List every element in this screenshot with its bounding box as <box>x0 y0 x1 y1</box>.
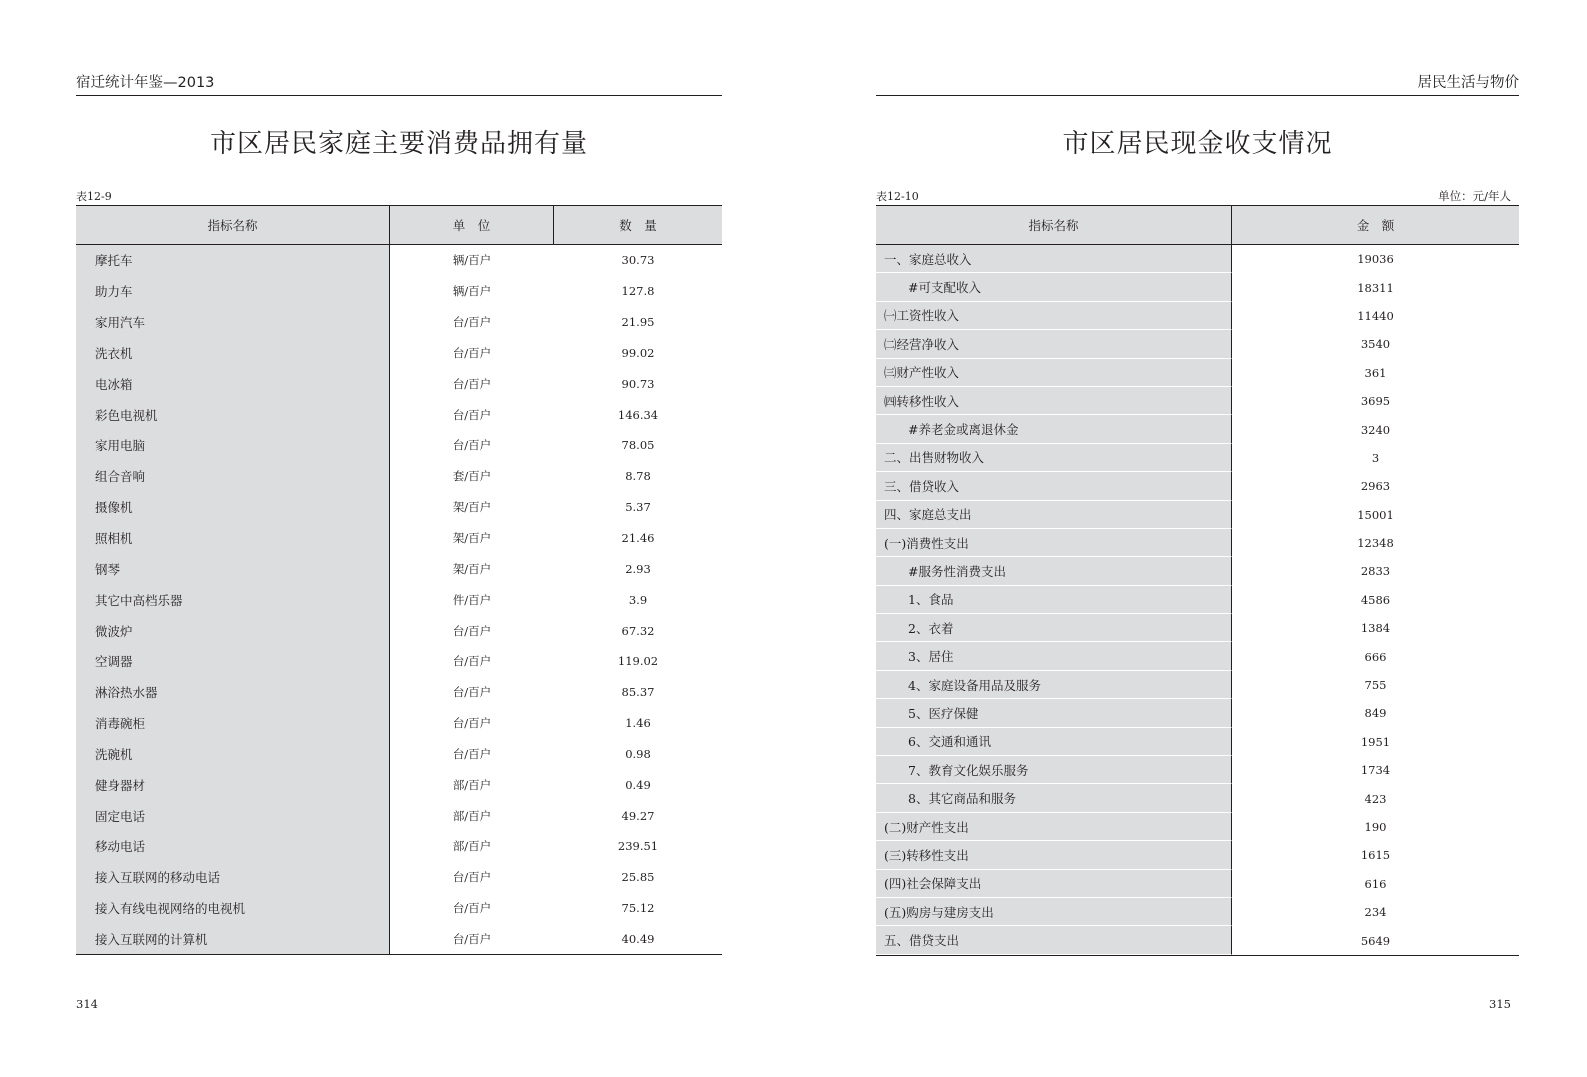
table-row <box>76 492 722 523</box>
item-value: 67.32 <box>621 623 655 638</box>
item-name: 2、衣着 <box>876 614 1232 642</box>
table-row <box>876 359 1519 387</box>
item-name: 照相机 <box>76 523 390 554</box>
item-name: (五)购房与建房支出 <box>876 898 1232 926</box>
table-row <box>876 472 1519 500</box>
item-unit: 辆/百户 <box>452 284 492 299</box>
item-value: 19036 <box>1357 252 1394 267</box>
item-value: 3540 <box>1360 337 1391 352</box>
item-value: 90.73 <box>621 376 655 391</box>
item-name: 摩托车 <box>76 245 390 276</box>
item-name: 接入互联网的计算机 <box>76 924 390 955</box>
item-value: 5649 <box>1360 933 1391 948</box>
item-name: ㈠工资性收入 <box>876 302 1232 330</box>
item-value: 755 <box>1364 678 1387 693</box>
item-value: 1734 <box>1360 763 1391 778</box>
item-value: 3.9 <box>628 592 648 607</box>
item-value: 3695 <box>1360 394 1391 409</box>
item-value: 15001 <box>1357 507 1394 522</box>
table-header <box>876 206 1519 245</box>
table-row <box>876 557 1519 585</box>
item-value: 190 <box>1364 820 1387 834</box>
page-number: 314 <box>76 997 98 1011</box>
table-row <box>876 784 1519 812</box>
item-name: 接入有线电视网络的电视机 <box>76 893 390 924</box>
item-value: 234 <box>1364 905 1387 920</box>
item-value: 85.37 <box>621 685 655 700</box>
item-value: 146.34 <box>617 407 659 422</box>
header-name: 指标名称 <box>876 206 1232 244</box>
item-name: 淋浴热水器 <box>76 677 390 708</box>
item-value: 1384 <box>1360 621 1391 636</box>
page-number: 315 <box>1489 997 1511 1011</box>
item-unit: 架/百户 <box>452 500 492 515</box>
item-value: 8.78 <box>625 469 651 484</box>
table-row <box>876 330 1519 358</box>
consumer-goods-table <box>76 205 722 955</box>
table-row <box>76 800 722 831</box>
item-unit: 架/百户 <box>452 561 492 576</box>
item-name: #可支配收入 <box>876 273 1232 301</box>
item-value: 127.8 <box>621 284 655 299</box>
table-row <box>76 646 722 677</box>
table-row <box>876 813 1519 841</box>
cash-income-expense-table <box>876 205 1519 956</box>
table-row <box>876 728 1519 756</box>
item-value: 239.51 <box>617 839 659 854</box>
item-name: 接入互联网的移动电话 <box>76 862 390 893</box>
table-row <box>76 523 722 554</box>
item-name: 健身器材 <box>76 769 390 800</box>
table-row <box>876 756 1519 784</box>
table-row <box>876 841 1519 869</box>
item-name: ㈢财产性收入 <box>876 359 1232 387</box>
table-row <box>76 553 722 584</box>
table-body <box>76 245 722 955</box>
item-name: 7、教育文化娱乐服务 <box>876 756 1232 784</box>
table-row <box>876 642 1519 670</box>
item-name: 洗衣机 <box>76 338 390 369</box>
table-row <box>76 862 722 893</box>
item-name: (二)财产性支出 <box>876 813 1232 841</box>
item-unit: 台/百户 <box>452 315 492 330</box>
table-row <box>76 677 722 708</box>
item-name: (一)消费性支出 <box>876 529 1232 557</box>
item-value: 423 <box>1364 791 1387 806</box>
item-unit: 台/百户 <box>452 376 492 391</box>
item-name: 洗碗机 <box>76 739 390 770</box>
table-number: 表12-10 <box>876 190 919 203</box>
unit-note: 单位：元/年人 <box>1438 189 1511 203</box>
item-unit: 台/百户 <box>452 746 492 761</box>
item-name: 4、家庭设备用品及服务 <box>876 671 1232 699</box>
item-name: 固定电话 <box>76 800 390 831</box>
table-row <box>876 614 1519 642</box>
item-name: (四)社会保障支出 <box>876 870 1232 898</box>
item-name: 电冰箱 <box>76 368 390 399</box>
item-value: 18311 <box>1357 280 1394 295</box>
table-row <box>876 529 1519 557</box>
table-row <box>876 898 1519 926</box>
item-name: 8、其它商品和服务 <box>876 784 1232 812</box>
item-name: 1、食品 <box>876 586 1232 614</box>
table-row <box>876 444 1519 472</box>
item-unit: 台/百户 <box>452 931 492 946</box>
table-header <box>76 206 722 245</box>
item-name: 三、借贷收入 <box>876 472 1232 500</box>
item-unit: 台/百户 <box>452 685 492 700</box>
item-name: #服务性消费支出 <box>876 557 1232 585</box>
table-row <box>876 415 1519 443</box>
item-unit: 台/百户 <box>452 623 492 638</box>
item-value: 0.98 <box>625 746 651 761</box>
item-name: 空调器 <box>76 646 390 677</box>
table-row <box>876 245 1519 273</box>
table-row <box>76 276 722 307</box>
table-row <box>76 307 722 338</box>
running-head-text: 居民生活与物价 <box>1417 75 1519 91</box>
item-name: (三)转移性支出 <box>876 841 1232 869</box>
item-unit: 台/百户 <box>452 438 492 453</box>
item-unit: 架/百户 <box>452 531 492 546</box>
item-value: 666 <box>1364 649 1387 664</box>
table-row <box>76 893 722 924</box>
item-value: 3 <box>1371 450 1380 465</box>
table-row <box>76 368 722 399</box>
table-row <box>876 926 1519 954</box>
item-name: 摄像机 <box>76 492 390 523</box>
item-value: 21.95 <box>621 315 655 330</box>
table-row <box>76 615 722 646</box>
header-value: 数 量 <box>619 218 657 233</box>
table-row <box>876 699 1519 727</box>
table-row <box>876 671 1519 699</box>
table-title: 市区居民家庭主要消费品拥有量 <box>209 129 588 159</box>
table-row <box>76 584 722 615</box>
table-row <box>76 924 722 955</box>
item-name: 移动电话 <box>76 831 390 862</box>
table-row <box>76 708 722 739</box>
item-value: 361 <box>1364 365 1387 380</box>
table-row <box>76 739 722 770</box>
item-unit: 台/百户 <box>452 407 492 422</box>
running-head <box>76 73 722 96</box>
item-value: 11440 <box>1357 308 1394 323</box>
item-name: 消毒碗柜 <box>76 708 390 739</box>
table-number: 表12-9 <box>76 190 112 203</box>
item-name: #养老金或离退休金 <box>876 415 1232 443</box>
running-head-text: 宿迁统计年鉴—2013 <box>76 75 215 91</box>
header-value: 金 额 <box>1356 218 1395 233</box>
item-unit: 部/百户 <box>452 839 492 854</box>
item-value: 1951 <box>1360 734 1391 749</box>
item-value: 21.46 <box>621 531 655 546</box>
running-head <box>876 73 1519 96</box>
table-row <box>876 501 1519 529</box>
item-value: 0.49 <box>625 777 651 792</box>
table-row <box>876 387 1519 415</box>
table-row <box>76 461 722 492</box>
item-value: 40.49 <box>621 931 655 946</box>
item-value: 616 <box>1364 876 1387 891</box>
item-value: 119.02 <box>617 654 659 669</box>
item-value: 2.93 <box>625 561 651 576</box>
item-value: 1.46 <box>625 716 651 731</box>
item-unit: 套/百户 <box>452 469 492 484</box>
item-value: 849 <box>1364 706 1387 721</box>
item-unit: 台/百户 <box>452 870 492 885</box>
table-row <box>76 338 722 369</box>
table-row <box>76 430 722 461</box>
item-value: 1615 <box>1360 848 1391 863</box>
item-name: ㈣转移性收入 <box>876 387 1232 415</box>
item-unit: 台/百户 <box>452 654 492 669</box>
item-value: 2963 <box>1360 479 1391 494</box>
item-name: 四、家庭总支出 <box>876 501 1232 529</box>
item-value: 3240 <box>1360 422 1391 437</box>
item-name: 组合音响 <box>76 461 390 492</box>
item-value: 75.12 <box>621 901 655 916</box>
item-name: 微波炉 <box>76 615 390 646</box>
item-name: 其它中高档乐器 <box>76 584 390 615</box>
item-value: 2833 <box>1360 564 1391 579</box>
item-name: 家用汽车 <box>76 307 390 338</box>
item-name: 钢琴 <box>76 553 390 584</box>
item-value: 5.37 <box>625 500 651 515</box>
item-unit: 部/百户 <box>452 808 492 823</box>
item-name: 5、医疗保健 <box>876 699 1232 727</box>
table-row <box>876 273 1519 301</box>
item-name: 一、家庭总收入 <box>876 245 1232 273</box>
item-value: 25.85 <box>621 870 655 885</box>
table-row <box>76 831 722 862</box>
item-name: 彩色电视机 <box>76 399 390 430</box>
item-unit: 台/百户 <box>452 901 492 916</box>
item-value: 4586 <box>1360 592 1391 607</box>
item-name: 五、借贷支出 <box>876 926 1232 954</box>
item-value: 49.27 <box>621 808 655 823</box>
item-value: 78.05 <box>621 438 655 453</box>
table-row <box>76 769 722 800</box>
item-unit: 辆/百户 <box>452 253 492 268</box>
right-page <box>876 0 1519 1077</box>
table-title: 市区居民现金收支情况 <box>1062 129 1333 159</box>
table-row <box>876 870 1519 898</box>
header-name: 指标名称 <box>76 206 390 244</box>
item-value: 30.73 <box>621 253 655 268</box>
item-name: 3、居住 <box>876 642 1232 670</box>
item-name: 家用电脑 <box>76 430 390 461</box>
item-unit: 部/百户 <box>452 777 492 792</box>
header-unit: 单 位 <box>390 206 554 244</box>
item-value: 12348 <box>1357 536 1394 551</box>
table-body <box>876 245 1519 956</box>
item-value: 99.02 <box>621 345 655 360</box>
left-page <box>76 0 722 1077</box>
table-row <box>76 245 722 276</box>
item-unit: 件/百户 <box>452 592 492 607</box>
table-row <box>876 586 1519 614</box>
item-unit: 台/百户 <box>452 716 492 731</box>
table-row <box>876 302 1519 330</box>
item-name: ㈡经营净收入 <box>876 330 1232 358</box>
item-name: 二、出售财物收入 <box>876 444 1232 472</box>
item-name: 6、交通和通讯 <box>876 728 1232 756</box>
table-row <box>76 399 722 430</box>
item-name: 助力车 <box>76 276 390 307</box>
item-unit: 台/百户 <box>452 345 492 360</box>
